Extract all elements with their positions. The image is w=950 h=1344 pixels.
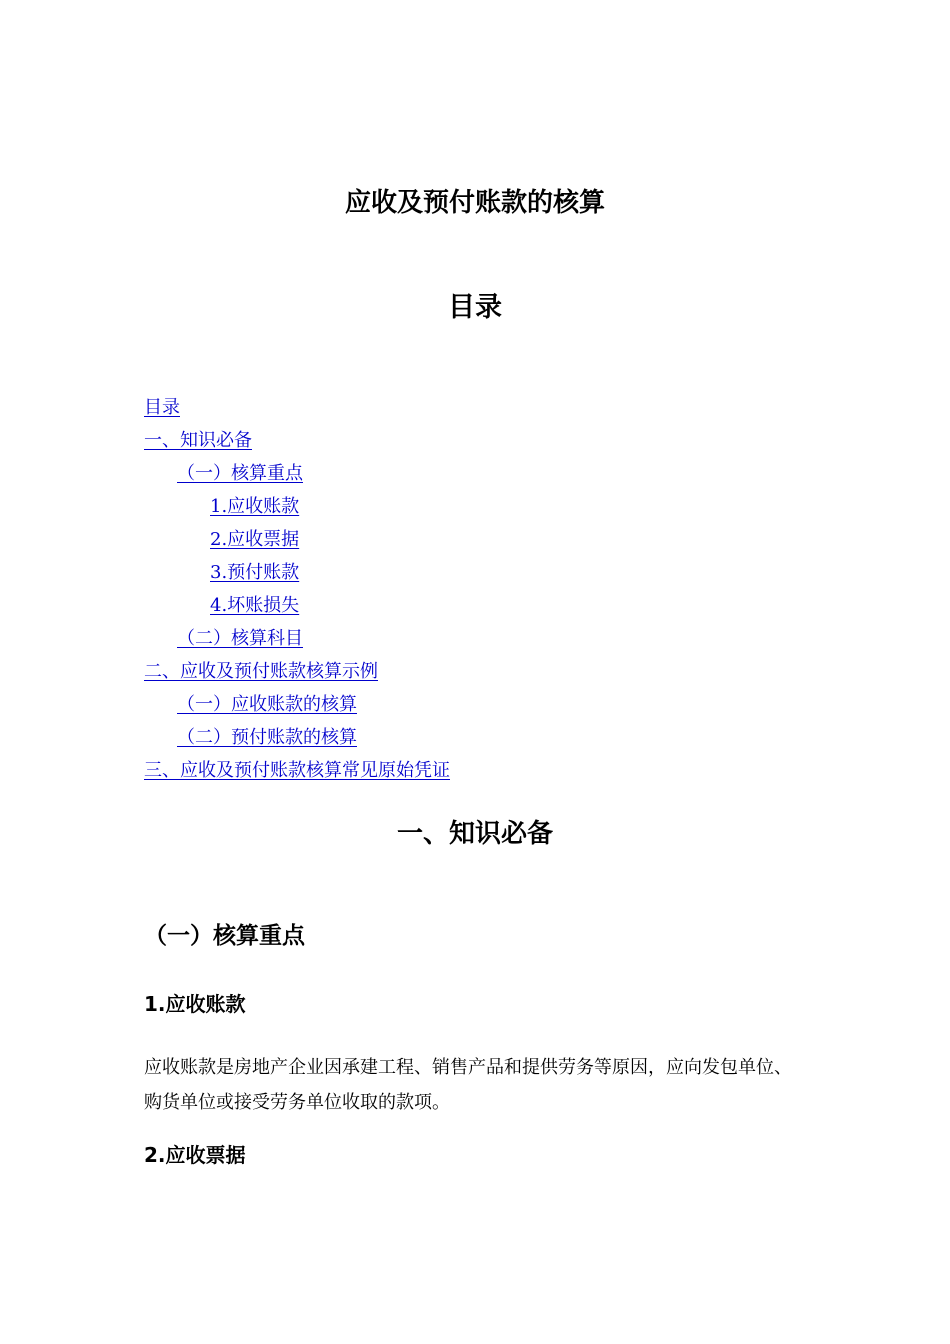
- toc-item: [144, 427, 824, 460]
- toc-item: [144, 625, 824, 658]
- toc-item: [144, 394, 824, 427]
- table-of-contents: [144, 394, 824, 790]
- item-heading-notes-receivable: 2.应收票据: [144, 1143, 246, 1167]
- toc-link-accounts-receivable[interactable]: 1.应收账款: [210, 496, 300, 517]
- body-paragraph: 应收账款是房地产企业因承建工程、销售产品和提供劳务等原因，应向发包单位、购货单位或接受劳务单位收取的款项。: [144, 1057, 792, 1113]
- toc-link-key-points[interactable]: （一）核算重点: [177, 463, 303, 484]
- toc-item: [144, 592, 824, 625]
- toc-link-vouchers[interactable]: 三、应收及预付账款核算常见原始凭证: [144, 760, 450, 781]
- toc-item: [144, 757, 824, 790]
- toc-link-prepayments[interactable]: 3.预付账款: [210, 562, 300, 583]
- toc-link-prepay-accounting[interactable]: （二）预付账款的核算: [177, 727, 357, 748]
- subsection-heading-key-points: （一）核算重点: [144, 923, 305, 949]
- toc-link-examples[interactable]: 二、应收及预付账款核算示例: [144, 661, 378, 682]
- toc-item: [144, 691, 824, 724]
- toc-link-ar-accounting[interactable]: （一）应收账款的核算: [177, 694, 357, 715]
- toc-item: [144, 493, 824, 526]
- toc-link-accounts[interactable]: （二）核算科目: [177, 628, 303, 649]
- toc-item: [144, 526, 824, 559]
- toc-link-bad-debt[interactable]: 4.坏账损失: [210, 595, 300, 616]
- toc-item: [144, 559, 824, 592]
- toc-link-toc[interactable]: 目录: [144, 397, 180, 418]
- toc-heading: 目录: [448, 292, 502, 323]
- document-title: 应收及预付账款的核算: [344, 188, 605, 218]
- toc-item: [144, 658, 824, 691]
- toc-link-notes-receivable[interactable]: 2.应收票据: [210, 529, 300, 550]
- toc-item: [144, 724, 824, 757]
- toc-item: [144, 460, 824, 493]
- section-heading-knowledge: 一、知识必备: [396, 819, 553, 849]
- item-heading-accounts-receivable: 1.应收账款: [144, 992, 246, 1016]
- toc-link-knowledge[interactable]: 一、知识必备: [144, 430, 252, 451]
